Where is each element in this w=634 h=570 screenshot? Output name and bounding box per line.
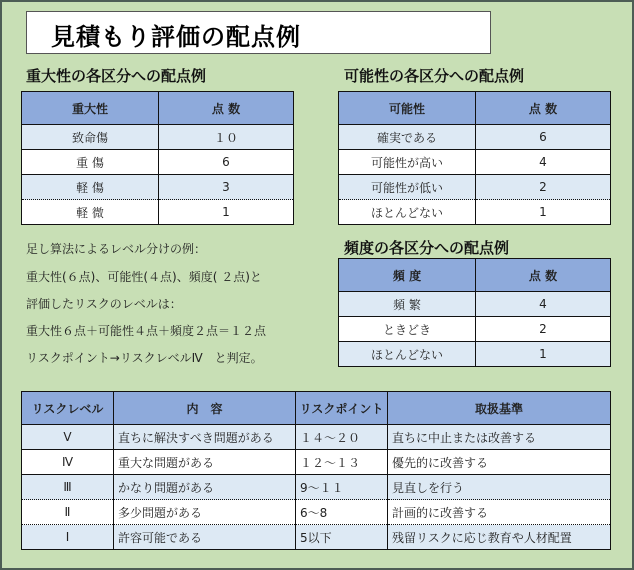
cell: 頻 繁: [339, 292, 476, 317]
cell: 優先的に改善する: [388, 450, 611, 475]
cell: 1: [476, 342, 611, 367]
frequency-heading: 頻度の各区分への配点例: [344, 239, 510, 257]
severity-heading: 重大性の各区分への配点例: [26, 67, 207, 85]
page-title: 見積もり評価の配点例: [51, 23, 301, 51]
table-row: [22, 475, 611, 500]
cell: 軽 傷: [22, 175, 159, 200]
cell: 計画的に改善する: [388, 500, 611, 525]
table-row: [22, 450, 611, 475]
cell: Ⅰ: [22, 525, 114, 550]
cell: ときどき: [339, 317, 476, 342]
col-header: 点 数: [476, 92, 611, 125]
cell: Ⅱ: [22, 500, 114, 525]
table-row: [22, 425, 611, 450]
cell: 見直しを行う: [388, 475, 611, 500]
cell: 1: [159, 200, 294, 225]
cell: １０: [159, 125, 294, 150]
col-header: リスクポイント: [296, 392, 388, 425]
example-line: 足し算法によるレベル分けの例：: [26, 242, 207, 256]
cell: 2: [476, 175, 611, 200]
cell: 3: [159, 175, 294, 200]
cell: 許容可能である: [114, 525, 296, 550]
cell: 4: [476, 292, 611, 317]
table-row: [22, 150, 294, 175]
possibility-table: [338, 91, 611, 225]
col-header: 点 数: [476, 259, 611, 292]
cell: Ⅴ: [22, 425, 114, 450]
cell: １２～１３: [296, 450, 388, 475]
table-row: [339, 150, 611, 175]
cell: 致命傷: [22, 125, 159, 150]
cell: 6: [159, 150, 294, 175]
cell: ほとんどない: [339, 200, 476, 225]
table-row: [22, 175, 294, 200]
cell: 重 傷: [22, 150, 159, 175]
table-row: [22, 525, 611, 550]
table-row: [22, 200, 294, 225]
cell: 9～１１: [296, 475, 388, 500]
col-header: 重大性: [22, 92, 159, 125]
cell: 多少問題がある: [114, 500, 296, 525]
cell: １４～２０: [296, 425, 388, 450]
cell: Ⅳ: [22, 450, 114, 475]
example-line: 重大性６点＋可能性４点＋頻度２点＝１２点: [26, 324, 267, 338]
cell: 重大な問題がある: [114, 450, 296, 475]
cell: 4: [476, 150, 611, 175]
example-line: 評価したリスクのレベルは：: [26, 297, 182, 311]
table-row: [22, 125, 294, 150]
cell: 直ちに解決すべき問題がある: [114, 425, 296, 450]
table-row: [339, 317, 611, 342]
table-row: [339, 292, 611, 317]
table-row: [22, 500, 611, 525]
col-header: 可能性: [339, 92, 476, 125]
table-row: [339, 200, 611, 225]
cell: 可能性が高い: [339, 150, 476, 175]
col-header: 取扱基準: [388, 392, 611, 425]
table-row: [339, 342, 611, 367]
cell: 軽 微: [22, 200, 159, 225]
cell: 残留リスクに応じ教育や人材配置: [388, 525, 611, 550]
table-row: [339, 175, 611, 200]
cell: 2: [476, 317, 611, 342]
cell: 可能性が低い: [339, 175, 476, 200]
severity-table: [21, 91, 294, 225]
example-line: リスクポイント→リスクレベルⅣ と判定。: [26, 351, 263, 365]
cell: ほとんどない: [339, 342, 476, 367]
col-header: 内 容: [114, 392, 296, 425]
cell: 確実である: [339, 125, 476, 150]
col-header: リスクレベル: [22, 392, 114, 425]
cell: かなり問題がある: [114, 475, 296, 500]
cell: 6～8: [296, 500, 388, 525]
cell: 1: [476, 200, 611, 225]
possibility-heading: 可能性の各区分への配点例: [344, 67, 525, 85]
frequency-table: [338, 258, 611, 367]
title-box: [26, 11, 491, 54]
cell: 直ちに中止または改善する: [388, 425, 611, 450]
risk-level-table: [21, 391, 611, 550]
table-row: [339, 125, 611, 150]
example-line: 重大性(６点)、可能性(４点)、頻度( ２点)と: [26, 270, 262, 284]
col-header: 頻 度: [339, 259, 476, 292]
cell: 6: [476, 125, 611, 150]
cell: Ⅲ: [22, 475, 114, 500]
cell: 5以下: [296, 525, 388, 550]
col-header: 点 数: [159, 92, 294, 125]
